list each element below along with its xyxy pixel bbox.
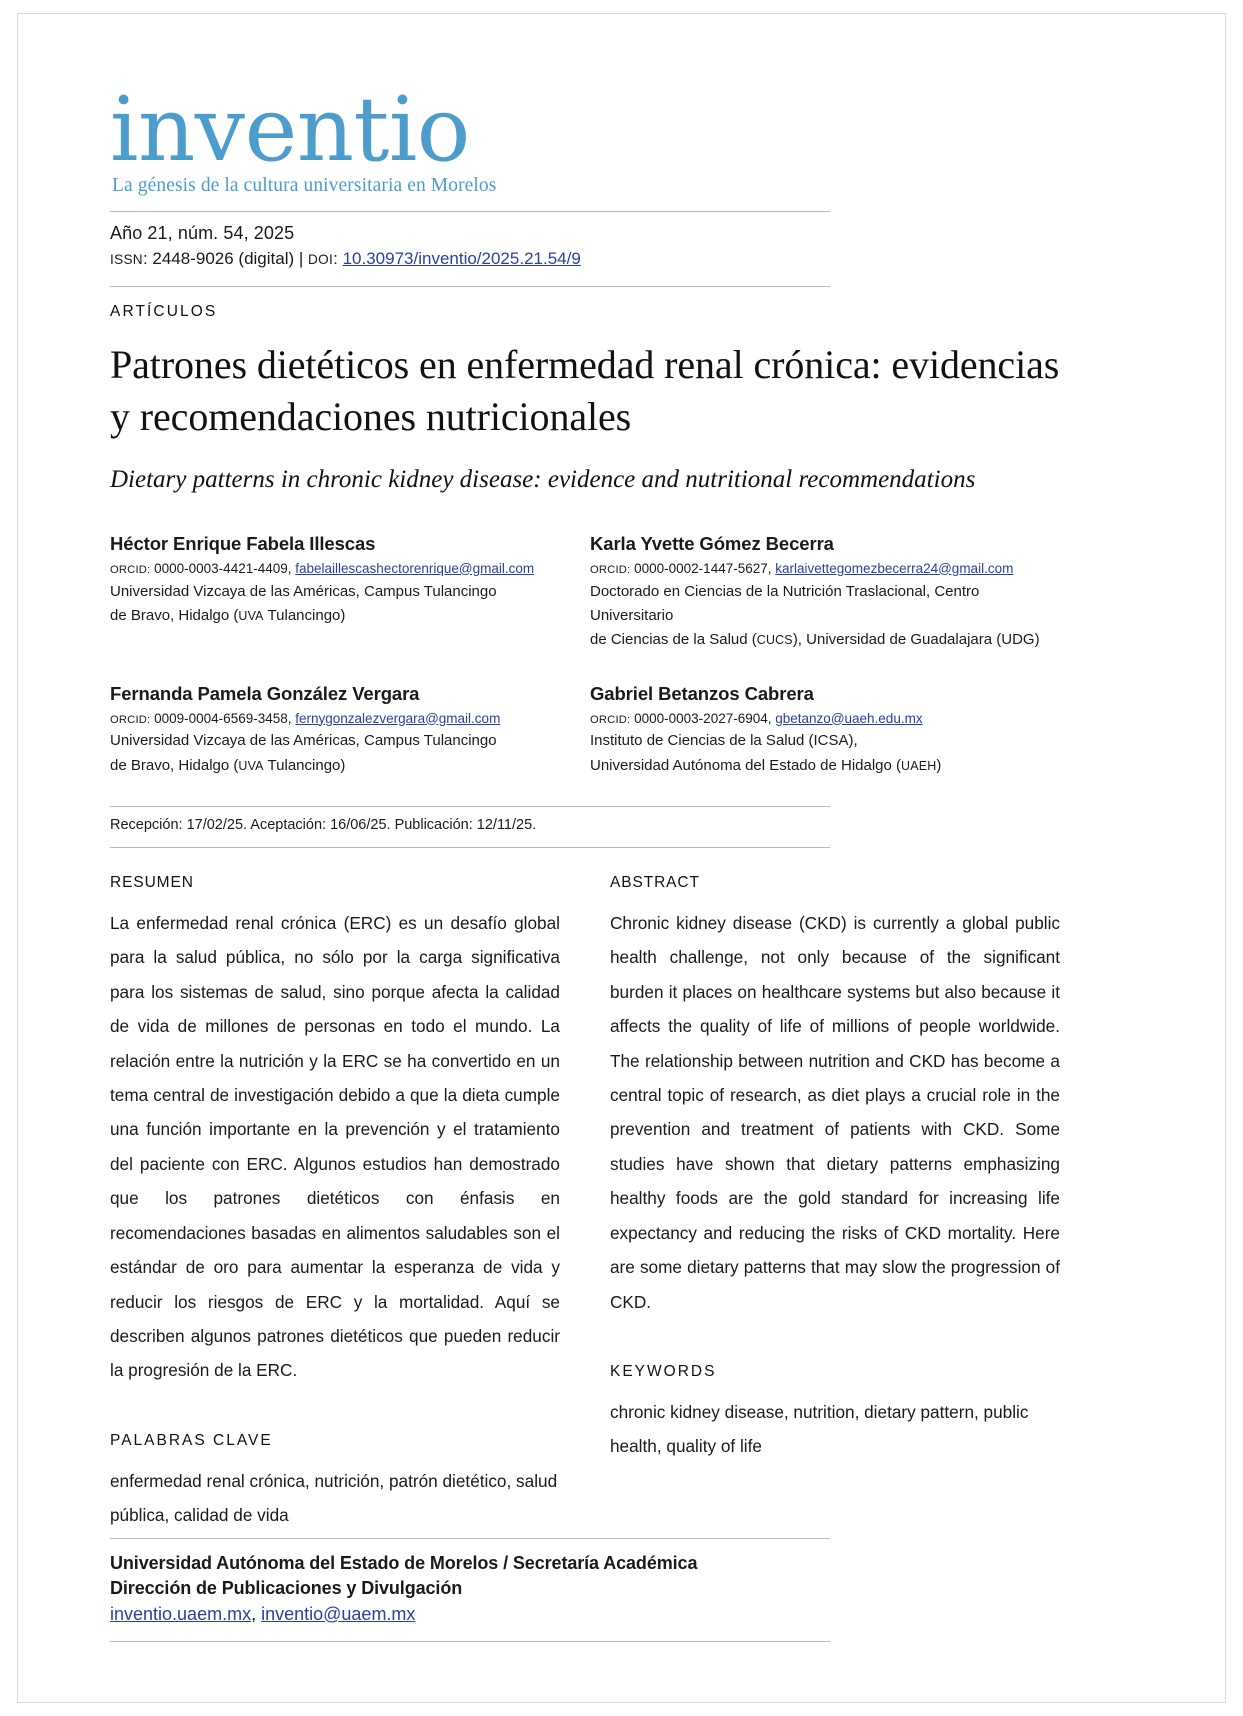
footer-link-separator: , bbox=[251, 1603, 262, 1624]
author-orcid-line bbox=[590, 709, 1060, 730]
abstract-heading-es: RESUMEN bbox=[110, 874, 194, 892]
paper-sheet bbox=[18, 14, 1225, 1702]
author-affiliation-line-2 bbox=[590, 754, 1060, 778]
aff-post: Tulancingo) bbox=[263, 756, 346, 774]
footer-links bbox=[110, 1602, 1060, 1627]
author-name: Karla Yvette Gómez Becerra bbox=[590, 532, 834, 554]
keywords-body-es: enfermedad renal crónica, nutrición, patrón dietético, salud pública, calidad de vida bbox=[110, 1470, 558, 1526]
keywords-heading-es: PALABRAS CLAVE bbox=[110, 1431, 273, 1449]
author-email-link[interactable]: gbetanzo@uaeh.edu.mx bbox=[775, 710, 923, 726]
page-content bbox=[110, 77, 1060, 1533]
divider-top bbox=[110, 211, 830, 212]
author-email-link[interactable]: fernygonzalezvergara@gmail.com bbox=[295, 710, 501, 726]
issn-colon: : bbox=[142, 248, 153, 268]
divider-footer-bottom bbox=[110, 1641, 830, 1642]
orcid-value: 0000-0003-2027-6904, bbox=[634, 710, 772, 726]
keywords-english bbox=[610, 1363, 1060, 1464]
author-name: Héctor Enrique Fabela Illescas bbox=[110, 532, 376, 554]
author-block bbox=[110, 683, 580, 779]
aff-pre: de Ciencias de la Salud ( bbox=[590, 631, 757, 649]
aff-abbr: UVA bbox=[238, 608, 264, 623]
issn-value: 2448-9026 (digital) bbox=[152, 248, 295, 268]
author-email-link[interactable]: karlaivettegomezbecerra24@gmail.com bbox=[775, 560, 1014, 576]
aff-post: Tulancingo) bbox=[263, 606, 346, 624]
issn-label: ISSN bbox=[110, 251, 143, 267]
orcid-value: 0000-0002-1447-5627, bbox=[634, 560, 772, 576]
abstract-heading-en: ABSTRACT bbox=[610, 874, 700, 892]
aff-abbr: UVA bbox=[238, 758, 264, 773]
orcid-label: ORCID: bbox=[110, 563, 151, 576]
issn-doi-line bbox=[110, 247, 1060, 272]
footer-website-link[interactable]: inventio.uaem.mx bbox=[110, 1603, 252, 1624]
author-block bbox=[590, 683, 1060, 779]
abstract-grid bbox=[110, 874, 1060, 1533]
aff-post: ), Universidad de Guadalajara (UDG) bbox=[792, 631, 1040, 649]
divider-dates bbox=[110, 806, 830, 807]
divider-kicker bbox=[110, 286, 830, 287]
author-affiliation-line-2 bbox=[110, 754, 580, 778]
footer-email-link[interactable]: inventio@uaem.mx bbox=[261, 1603, 416, 1624]
author-block bbox=[590, 533, 1060, 653]
footer-institution: Universidad Autónoma del Estado de Morelos / Secretaría Académica bbox=[110, 1553, 698, 1573]
author-affiliation-line-2 bbox=[110, 604, 580, 628]
divider-abstract bbox=[110, 847, 830, 848]
author-affiliation-line-1: Universidad Vizcaya de las Américas, Campus Tulancingo bbox=[110, 582, 497, 600]
journal-logo-wordmark: inventio bbox=[110, 77, 470, 181]
keywords-heading-en: KEYWORDS bbox=[610, 1362, 717, 1380]
abstract-spanish bbox=[110, 874, 560, 1533]
doi-label: DOI bbox=[308, 251, 334, 267]
aff-post: ) bbox=[936, 756, 942, 774]
doi-link[interactable]: 10.30973/inventio/2025.21.54/9 bbox=[342, 248, 581, 268]
publication-dates: Recepción: 17/02/25. Aceptación: 16/06/25. Publicación: 12/11/25. bbox=[110, 817, 537, 834]
abstract-english bbox=[610, 874, 1060, 1533]
orcid-value: 0000-0003-4421-4409, bbox=[154, 560, 292, 576]
divider-footer-top bbox=[110, 1538, 830, 1539]
author-name: Fernanda Pamela González Vergara bbox=[110, 682, 420, 704]
footer-department: Dirección de Publicaciones y Divulgación bbox=[110, 1577, 463, 1598]
aff-pre: de Bravo, Hidalgo ( bbox=[110, 606, 239, 624]
journal-masthead bbox=[110, 77, 1060, 197]
aff-pre: Universidad Autónoma del Estado de Hidalgo ( bbox=[590, 756, 902, 774]
author-name: Gabriel Betanzos Cabrera bbox=[590, 682, 814, 704]
orcid-label: ORCID: bbox=[590, 713, 631, 726]
article-title: Patrones dietéticos en enfermedad renal crónica: evidencias y recomendaciones nutricionales bbox=[110, 341, 1060, 440]
author-orcid-line bbox=[110, 709, 580, 730]
doi-colon: : bbox=[333, 248, 343, 268]
issn-doi-separator: | bbox=[298, 248, 304, 268]
journal-tagline: La génesis de la cultura universitaria en Morelos bbox=[112, 175, 497, 197]
orcid-label: ORCID: bbox=[110, 713, 151, 726]
author-affiliation-line-1: Doctorado en Ciencias de la Nutrición Traslacional, Centro Universitario bbox=[590, 582, 980, 624]
abstract-body-en: Chronic kidney disease (CKD) is currently a global public health challenge, not only because of the significant burden it places on healthcare systems but also because it affects the quality of life of millions of people worldwide. The relationship between nutrition and CKD has become a central topic of research, as diet plays a crucial role in the prevention and treatment of patients with CKD. Some studies have shown that dietary patterns emphasizing healthy foods are the gold standard for increasing life expectancy and reducing the risks of CKD mortality. Here are some dietary patterns that may slow the progression of CKD. bbox=[610, 913, 1060, 1312]
page-footer bbox=[110, 1538, 1060, 1642]
author-orcid-line bbox=[590, 559, 1060, 580]
author-affiliation-line-1: Universidad Vizcaya de las Américas, Campus Tulancingo bbox=[110, 732, 497, 750]
aff-pre: de Bravo, Hidalgo ( bbox=[110, 756, 239, 774]
issue-line: Año 21, núm. 54, 2025 bbox=[110, 223, 295, 244]
orcid-label: ORCID: bbox=[590, 563, 631, 576]
author-grid bbox=[110, 533, 1060, 778]
author-affiliation-line-2 bbox=[590, 628, 1060, 652]
abstract-body-es: La enfermedad renal crónica (ERC) es un desafío global para la salud pública, no sólo por la carga significativa para los sistemas de salud, sino porque afecta la calidad de vida de millones de personas en todo el mundo. La relación entre la nutrición y la ERC se ha convertido en un tema central de investigación debido a que la dieta cumple una función importante en la prevención y el tratamiento del paciente con ERC. Algunos estudios han demostrado que los patrones dietéticos con énfasis en recomendaciones basadas en alimentos saludables son el estándar de oro para aumentar la esperanza de vida y reducir los riesgos de ERC y la mortalidad. Aquí se describen algunos patrones dietéticos que pueden reducir la progresión de la ERC. bbox=[110, 913, 560, 1381]
aff-abbr: CUCS bbox=[756, 633, 793, 648]
orcid-value: 0009-0004-6569-3458, bbox=[154, 710, 292, 726]
author-orcid-line bbox=[110, 559, 580, 580]
keywords-spanish bbox=[110, 1432, 560, 1533]
author-email-link[interactable]: fabelaillescashectorenrique@gmail.com bbox=[295, 560, 535, 576]
author-block bbox=[110, 533, 580, 653]
aff-abbr: UAEH bbox=[901, 758, 937, 773]
section-kicker: ARTÍCULOS bbox=[110, 302, 218, 320]
keywords-body-en: chronic kidney disease, nutrition, dietary pattern, public health, quality of life bbox=[610, 1401, 1029, 1457]
author-affiliation-line-1: Instituto de Ciencias de la Salud (ICSA), bbox=[590, 732, 858, 750]
article-subtitle-english: Dietary patterns in chronic kidney disease: evidence and nutritional recommendations bbox=[110, 466, 976, 494]
